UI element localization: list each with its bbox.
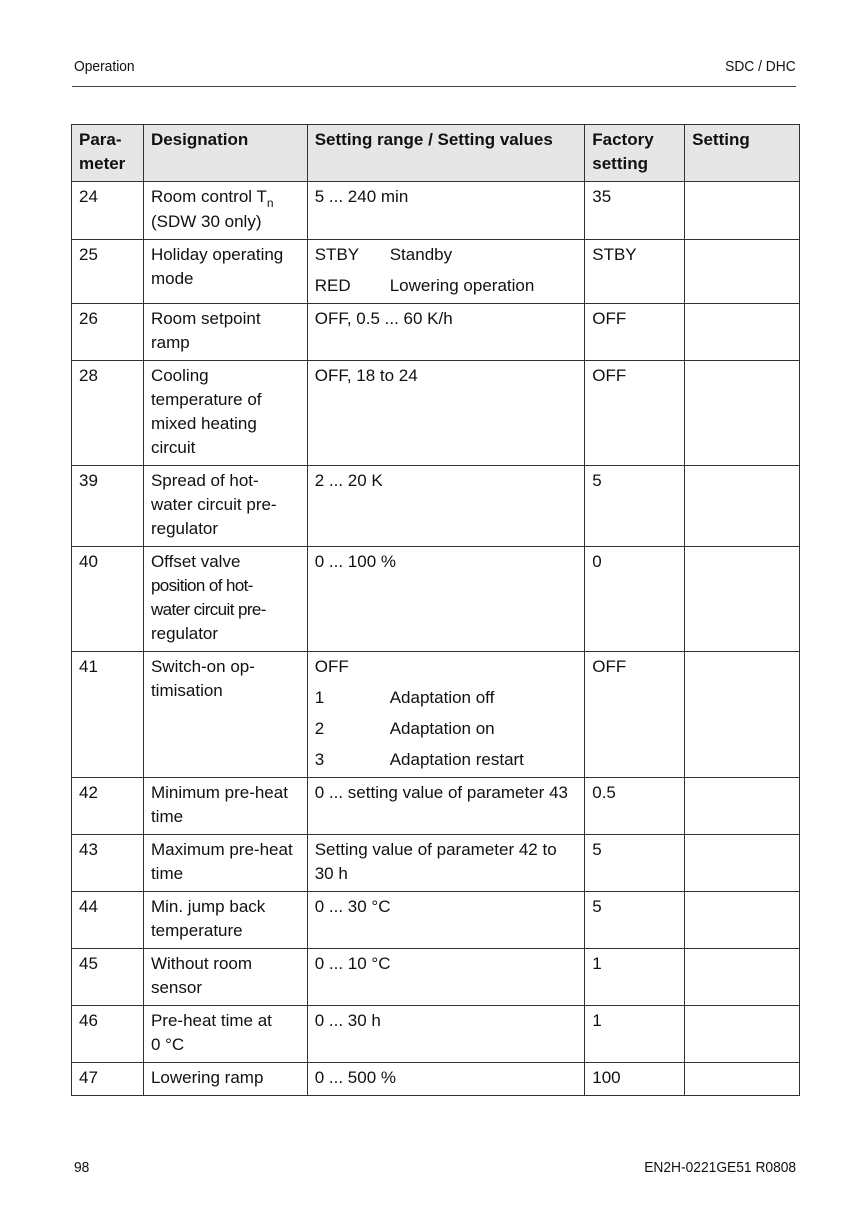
param-designation: Switch-on op-timisation bbox=[143, 652, 307, 778]
param-range: 0 ... 500 % bbox=[307, 1063, 585, 1096]
param-range: 0 ... 30 h bbox=[307, 1006, 585, 1063]
table-header-row bbox=[72, 125, 800, 182]
param-number: 44 bbox=[72, 892, 144, 949]
param-factory: 5 bbox=[585, 466, 685, 547]
running-header-section: Operation bbox=[74, 58, 135, 75]
range-option: 3 Adaptation restart bbox=[314, 750, 524, 769]
table-row bbox=[72, 466, 800, 547]
param-setting bbox=[685, 361, 800, 466]
parameter-table bbox=[71, 124, 800, 1096]
param-designation: Maximum pre-heat time bbox=[143, 835, 307, 892]
param-setting bbox=[685, 835, 800, 892]
param-setting bbox=[685, 652, 800, 778]
param-number: 45 bbox=[72, 949, 144, 1006]
param-setting bbox=[685, 778, 800, 835]
param-range bbox=[307, 240, 585, 304]
table-row bbox=[72, 1006, 800, 1063]
param-designation: Holiday operating mode bbox=[143, 240, 307, 304]
param-factory: 5 bbox=[585, 892, 685, 949]
param-number: 24 bbox=[72, 182, 144, 240]
param-setting bbox=[685, 1006, 800, 1063]
param-range: 5 ... 240 min bbox=[307, 182, 585, 240]
param-range: 0 ... 100 % bbox=[307, 547, 585, 652]
header-divider bbox=[72, 86, 796, 87]
param-number: 43 bbox=[72, 835, 144, 892]
param-number: 42 bbox=[72, 778, 144, 835]
param-designation: Cooling temperature of mixed heating circuit bbox=[143, 361, 307, 466]
header-designation: Designation bbox=[143, 125, 307, 182]
table-row bbox=[72, 652, 800, 778]
header-parameter: Para- meter bbox=[72, 125, 144, 182]
page-number: 98 bbox=[74, 1159, 90, 1176]
param-setting bbox=[685, 182, 800, 240]
header-factory-setting: Factory setting bbox=[585, 125, 685, 182]
param-range: 0 ... 30 °C bbox=[307, 892, 585, 949]
header-setting-range: Setting range / Setting values bbox=[307, 125, 585, 182]
param-factory: 35 bbox=[585, 182, 685, 240]
param-setting bbox=[685, 304, 800, 361]
table-row bbox=[72, 892, 800, 949]
param-number: 26 bbox=[72, 304, 144, 361]
param-setting bbox=[685, 240, 800, 304]
param-setting bbox=[685, 466, 800, 547]
table-row bbox=[72, 835, 800, 892]
table-row bbox=[72, 361, 800, 466]
param-number: 28 bbox=[72, 361, 144, 466]
param-factory: OFF bbox=[585, 361, 685, 466]
param-setting bbox=[685, 1063, 800, 1096]
param-range: 0 ... setting value of parameter 43 bbox=[307, 778, 585, 835]
param-factory: 0.5 bbox=[585, 778, 685, 835]
param-number: 47 bbox=[72, 1063, 144, 1096]
param-range: 2 ... 20 K bbox=[307, 466, 585, 547]
range-option: RED Lowering operation bbox=[314, 276, 535, 295]
param-number: 41 bbox=[72, 652, 144, 778]
param-factory: 5 bbox=[585, 835, 685, 892]
param-designation: Spread of hot-water circuit pre-regulator bbox=[143, 466, 307, 547]
table-row bbox=[72, 949, 800, 1006]
param-factory: 1 bbox=[585, 1006, 685, 1063]
table-row bbox=[72, 240, 800, 304]
param-factory: OFF bbox=[585, 304, 685, 361]
param-designation: Min. jump back temperature bbox=[143, 892, 307, 949]
table-row bbox=[72, 547, 800, 652]
table-row bbox=[72, 304, 800, 361]
param-range: OFF, 18 to 24 bbox=[307, 361, 585, 466]
param-range: OFF, 0.5 ... 60 K/h bbox=[307, 304, 585, 361]
param-designation: Minimum pre-heat time bbox=[143, 778, 307, 835]
param-setting bbox=[685, 949, 800, 1006]
param-range: 0 ... 10 °C bbox=[307, 949, 585, 1006]
header-setting: Setting bbox=[685, 125, 800, 182]
table-row bbox=[72, 182, 800, 240]
running-header-product: SDC / DHC bbox=[725, 58, 796, 75]
range-option: OFF bbox=[314, 657, 349, 676]
param-range: Setting value of parameter 42 to 30 h bbox=[307, 835, 585, 892]
param-designation: Room setpoint ramp bbox=[143, 304, 307, 361]
param-factory: STBY bbox=[585, 240, 685, 304]
document-code: EN2H-0221GE51 R0808 bbox=[644, 1159, 796, 1176]
param-number: 39 bbox=[72, 466, 144, 547]
param-factory: OFF bbox=[585, 652, 685, 778]
param-factory: 0 bbox=[585, 547, 685, 652]
range-option: STBY Standby bbox=[314, 245, 453, 264]
param-designation: Lowering ramp bbox=[143, 1063, 307, 1096]
range-option: 2 Adaptation on bbox=[314, 719, 495, 738]
param-setting bbox=[685, 892, 800, 949]
table-row bbox=[72, 778, 800, 835]
param-designation: Room control $T_n$ (SDW 30 only) bbox=[143, 182, 307, 240]
param-number: 25 bbox=[72, 240, 144, 304]
param-factory: 100 bbox=[585, 1063, 685, 1096]
param-factory: 1 bbox=[585, 949, 685, 1006]
param-designation: Offset valve position of hot- water circuit pre- regulator bbox=[143, 547, 307, 652]
param-range bbox=[307, 652, 585, 778]
param-designation: Without room sensor bbox=[143, 949, 307, 1006]
param-designation: Pre-heat time at 0 °C bbox=[143, 1006, 307, 1063]
range-option: 1 Adaptation off bbox=[314, 688, 495, 707]
param-setting bbox=[685, 547, 800, 652]
table-row bbox=[72, 1063, 800, 1096]
param-number: 46 bbox=[72, 1006, 144, 1063]
param-number: 40 bbox=[72, 547, 144, 652]
